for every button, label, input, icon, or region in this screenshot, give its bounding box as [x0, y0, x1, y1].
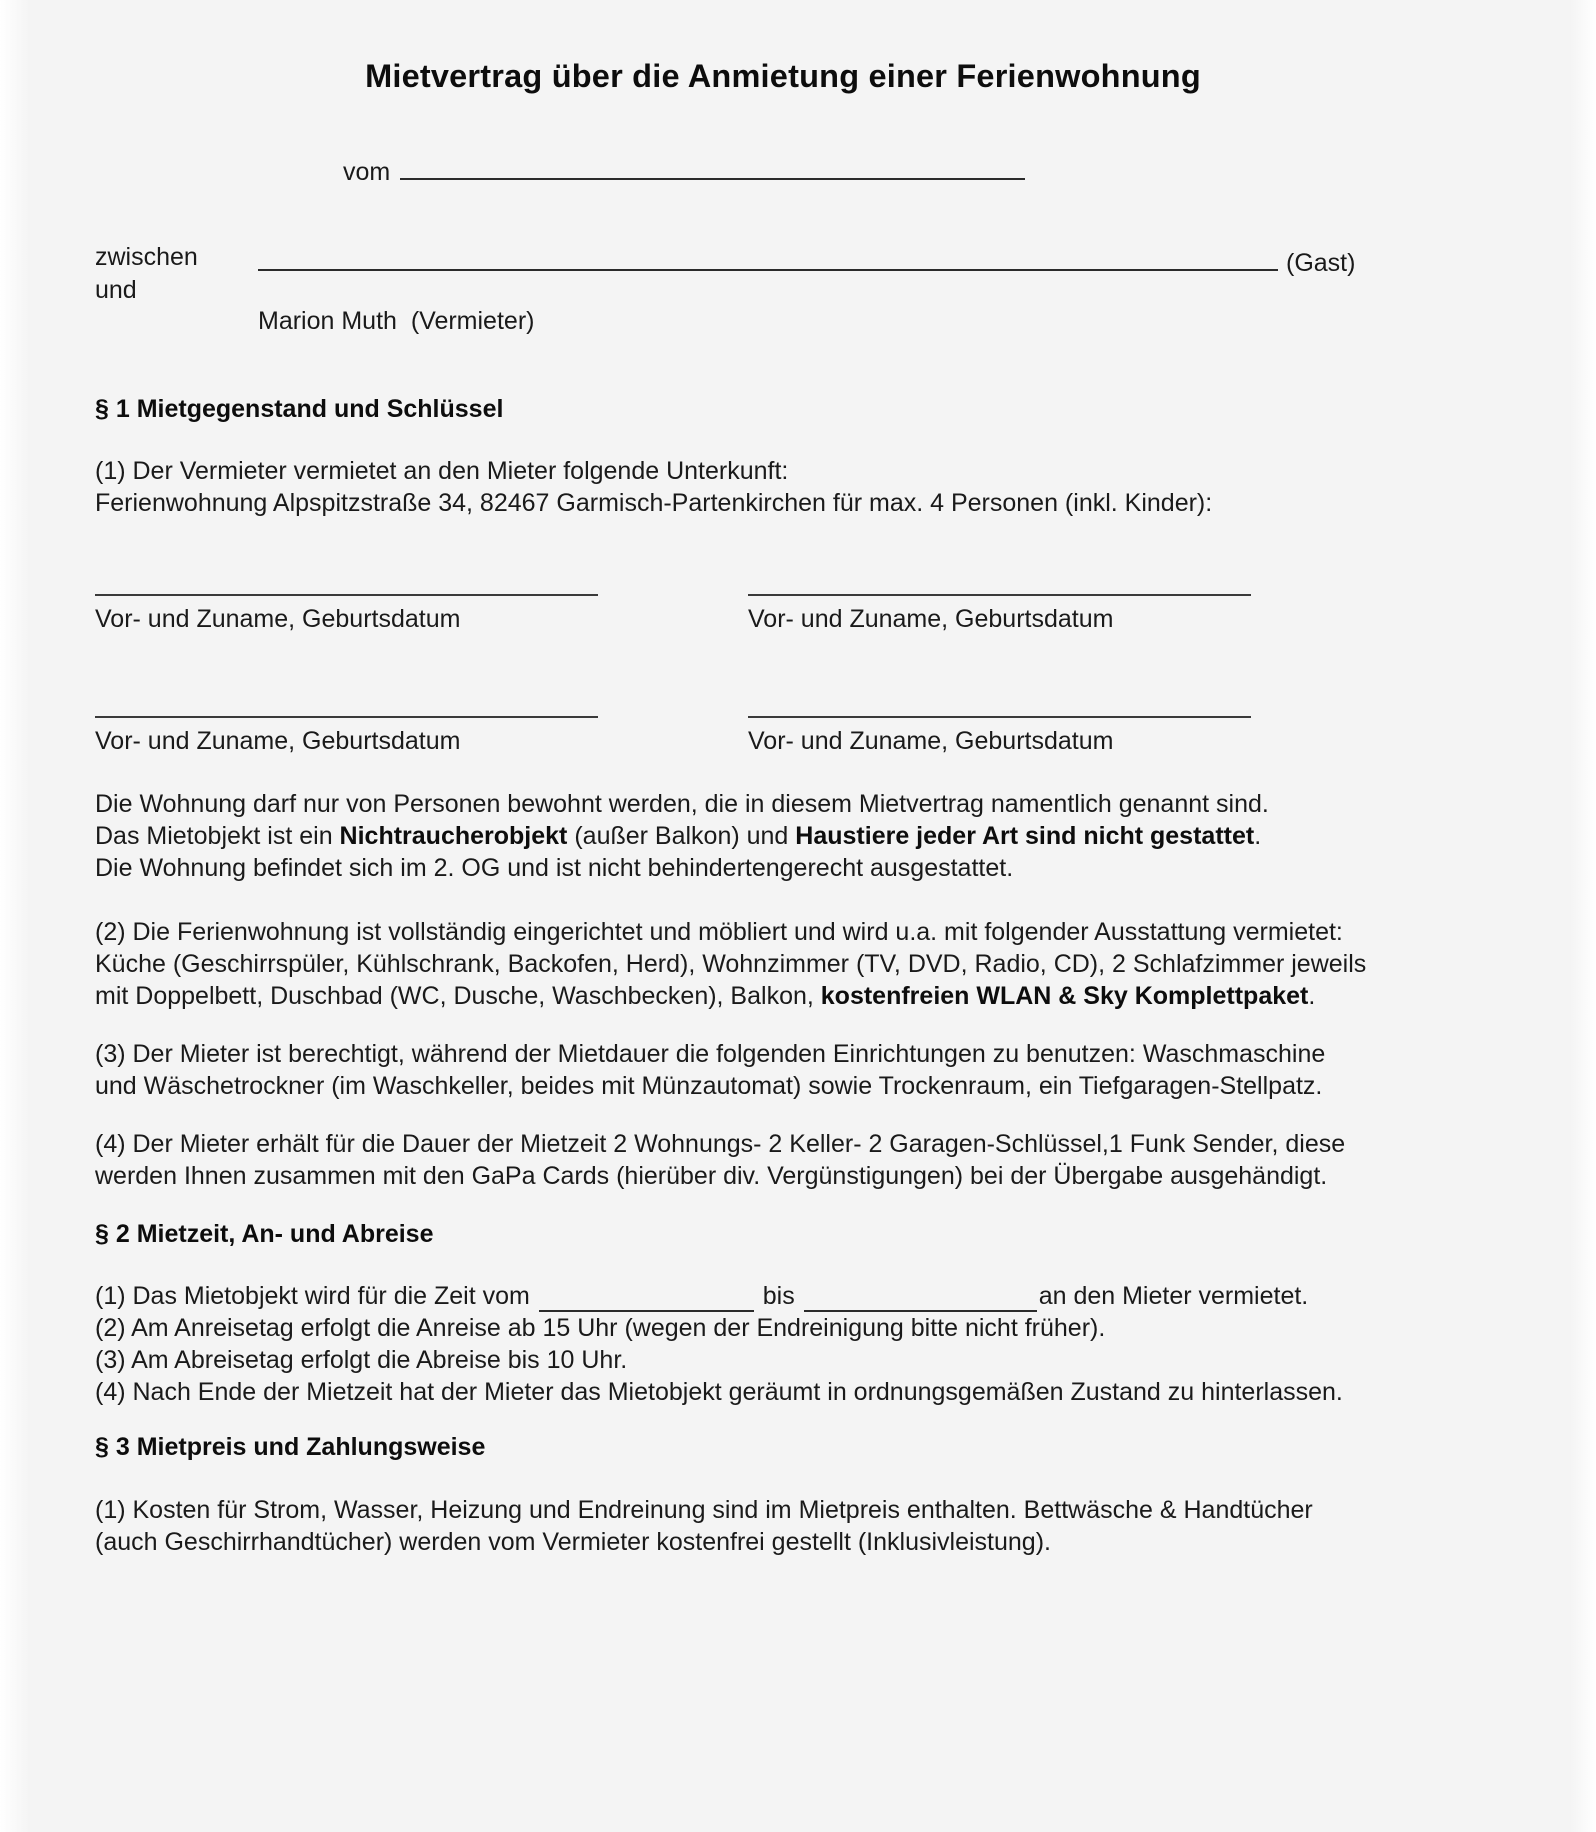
signature-label: Vor- und Zuname, Geburtsdatum — [95, 727, 461, 755]
section-1-paragraph-5 — [95, 1128, 1385, 1192]
guest-input-blank[interactable] — [258, 243, 1278, 271]
section-heading-3: § 3 Mietpreis und Zahlungsweise — [95, 1433, 486, 1461]
signature-rule — [95, 594, 598, 596]
text-line-mixed: mit Doppelbett, Duschbad (WC, Dusche, Waschbecken), Balkon, kostenfreien WLAN & Sky Komplettpaket. — [95, 982, 1316, 1010]
guest-role-label: (Gast) — [1286, 249, 1356, 278]
signature-block-2 — [95, 716, 1385, 756]
section-1-paragraph-3 — [95, 916, 1385, 1012]
rental-period-prefix: (1) Das Mietobjekt wird für die Zeit vom — [95, 1282, 530, 1310]
text-line: und Wäschetrockner (im Waschkeller, beides mit Münzautomat) sowie Trockenraum, ein Tiefgaragen-Stellpatz. — [95, 1072, 1323, 1100]
text-line: Ferienwohnung Alpspitzstraße 34, 82467 Garmisch-Partenkirchen für max. 4 Personen (inkl. Kinder): — [95, 489, 1213, 517]
signature-label: Vor- und Zuname, Geburtsdatum — [748, 727, 1114, 755]
rental-to-blank[interactable] — [804, 1285, 1037, 1313]
text-line: Die Wohnung darf nur von Personen bewohnt werden, die in diesem Mietvertrag namentlich genannt sind. — [95, 790, 1269, 818]
section-3-paragraph-1 — [95, 1494, 1385, 1558]
signature-field[interactable] — [748, 594, 1251, 634]
signature-field[interactable] — [95, 594, 598, 634]
document-sheet — [95, 0, 1385, 1832]
text-line: (3) Der Mieter ist berechtigt, während der Mietdauer die folgenden Einrichtungen zu benutzen: Waschmaschine — [95, 1040, 1326, 1068]
emphasis-wlan-sky: kostenfreien WLAN & Sky Komplettpaket — [820, 982, 1309, 1010]
signature-rule — [748, 716, 1251, 718]
signature-field[interactable] — [95, 716, 598, 756]
text-line: (2) Die Ferienwohnung ist vollständig eingerichtet und möbliert und wird u.a. mit folgender Ausstattung vermietet: — [95, 918, 1343, 946]
text-line: (1) Kosten für Strom, Wasser, Heizung und Endreinung sind im Mietpreis enthalten. Bettwäsche & Handtücher — [95, 1496, 1313, 1524]
rental-period-suffix: an den Mieter vermietet. — [1038, 1282, 1309, 1310]
page-title — [95, 58, 1385, 95]
text-line: (3) Am Abreisetag erfolgt die Abreise bis 10 Uhr. — [95, 1346, 628, 1374]
text-line: werden Ihnen zusammen mit den GaPa Cards (hierüber div. Vergünstigungen) bei der Übergabe ausgehändigt. — [95, 1162, 1328, 1190]
section-1-paragraph-1 — [95, 455, 1385, 519]
and-label: und — [95, 276, 137, 304]
guest-row — [258, 243, 1386, 278]
signature-rule — [95, 716, 598, 718]
between-label: zwischen — [95, 243, 198, 271]
text-line: (1) Der Vermieter vermietet an den Mieter folgende Unterkunft: — [95, 457, 789, 485]
text-line: (2) Am Anreisetag erfolgt die Anreise ab 15 Uhr (wegen der Endreinigung bitte nicht früher). — [95, 1314, 1106, 1342]
text-line-with-blanks — [95, 1280, 1385, 1312]
text-line: (4) Nach Ende der Mietzeit hat der Mieter das Mietobjekt geräumt in ordnungsgemäßen Zustand zu hinterlassen. — [95, 1378, 1343, 1406]
date-input-blank[interactable] — [400, 152, 1025, 180]
rental-from-blank[interactable] — [539, 1285, 754, 1313]
signature-rule — [748, 594, 1251, 596]
landlord-line: Marion Muth (Vermieter) — [258, 307, 535, 335]
text-line: (auch Geschirrhandtücher) werden vom Vermieter kostenfrei gestellt (Inklusivleistung). — [95, 1528, 1051, 1556]
date-row — [343, 152, 1025, 187]
text-line-mixed: Das Mietobjekt ist ein Nichtraucherobjekt (außer Balkon) und Haustiere jeder Art sind nicht gestattet. — [95, 822, 1262, 850]
section-1-paragraph-4 — [95, 1038, 1385, 1102]
signature-label: Vor- und Zuname, Geburtsdatum — [95, 605, 461, 633]
section-heading-2: § 2 Mietzeit, An- und Abreise — [95, 1220, 434, 1248]
text-line: Die Wohnung befindet sich im 2. OG und ist nicht behindertengerecht ausgestattet. — [95, 854, 1014, 882]
date-label: vom — [343, 158, 391, 187]
emphasis-nonsmoking: Nichtraucherobjekt — [339, 822, 568, 850]
section-heading-1: § 1 Mietgegenstand und Schlüssel — [95, 395, 504, 423]
signature-field[interactable] — [748, 716, 1251, 756]
emphasis-pets: Haustiere jeder Art sind nicht gestattet — [795, 822, 1255, 850]
page-title-text: Mietvertrag über die Anmietung einer Ferienwohnung — [365, 58, 1201, 94]
signature-label: Vor- und Zuname, Geburtsdatum — [748, 605, 1114, 633]
text-line: (4) Der Mieter erhält für die Dauer der Mietzeit 2 Wohnungs- 2 Keller- 2 Garagen-Schlüssel,1 Funk Sender, diese — [95, 1130, 1346, 1158]
section-2-rental-period — [95, 1280, 1385, 1408]
rental-period-middle: bis — [762, 1282, 795, 1310]
signature-block-1 — [95, 594, 1385, 634]
text-line: Küche (Geschirrspüler, Kühlschrank, Backofen, Herd), Wohnzimmer (TV, DVD, Radio, CD), 2 Schlafzimmer jeweils — [95, 950, 1367, 978]
section-1-paragraph-2 — [95, 788, 1385, 884]
